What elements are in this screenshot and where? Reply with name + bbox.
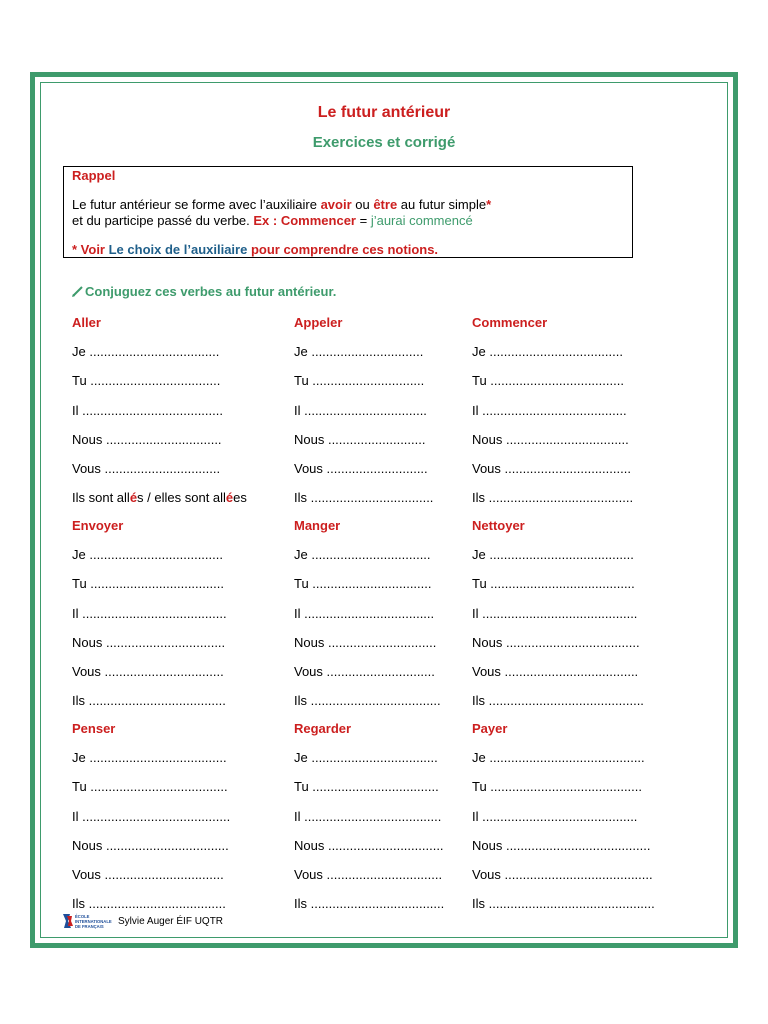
conjugation-line: Je .................................	[294, 547, 431, 563]
pencil-icon	[72, 285, 84, 297]
conjugation-line: Je .....................................	[72, 547, 223, 563]
conjugation-line: Nous .................................	[72, 634, 226, 650]
keyword-avoir: avoir	[320, 197, 352, 212]
conjugation-line: Il .......................................	[72, 402, 223, 418]
conjugation-text: es	[233, 490, 247, 506]
verb-heading: Regarder	[294, 721, 352, 736]
keyword-etre: être	[373, 197, 398, 212]
verb-heading: Nettoyer	[472, 518, 525, 533]
example-answer: j’aurai commencé	[370, 213, 473, 228]
conjugation-line: Tu .....................................	[472, 373, 624, 389]
conjugation-line: Nous ..................................	[72, 837, 229, 853]
footer	[62, 910, 223, 932]
rappel-text: ou	[351, 197, 374, 212]
instruction-text: Conjuguez ces verbes au futur antérieur.	[85, 284, 337, 299]
conjugation-text: Ils sont all	[72, 490, 130, 506]
conjugation-line: Il ..................................	[294, 402, 427, 418]
conjugation-line: Je ....................................	[72, 344, 220, 360]
verb-heading: Appeler	[294, 315, 343, 330]
conjugation-line: Ils ..............................................	[472, 896, 655, 912]
conjugation-line: Vous ..............................	[294, 664, 435, 679]
rappel-text: =	[355, 213, 371, 228]
conjugation-line: Il ...........................................	[472, 808, 638, 824]
conjugation-line: Ils ..................................	[294, 490, 434, 506]
conjugation-line: Tu ..........................................	[472, 779, 642, 795]
rappel-text: et du participe passé du verbe.	[72, 213, 254, 228]
conjugation-line: Ils ......................................	[72, 896, 226, 912]
conjugation-line: Nous ..............................	[294, 634, 437, 650]
conjugation-line: Tu ....................................	[72, 373, 221, 389]
conjugation-line: Il ....................................	[294, 605, 435, 621]
conjugation-line: Vous ............................	[294, 461, 428, 476]
conjugation-line: Il ........................................	[472, 402, 627, 418]
rappel-line-3	[72, 242, 624, 258]
rappel-box	[63, 166, 633, 258]
auxiliaire-link[interactable]: Le choix de l’auxiliaire	[108, 242, 248, 257]
rappel-heading: Rappel	[72, 168, 116, 183]
conjugation-line: Je ........................................	[472, 547, 634, 563]
conjugation-line: Nous ..................................	[472, 431, 629, 447]
conjugation-line: Je ...........................................	[472, 750, 645, 766]
rappel-line-2	[72, 213, 624, 229]
footer-author: Sylvie Auger ÉIF UQTR	[118, 915, 224, 927]
conjugation-line: Ils ...........................................	[472, 693, 644, 709]
rappel-text: au futur simple	[397, 197, 487, 212]
conjugation-line: Tu ...................................	[294, 779, 439, 795]
conjugation-line: Tu ........................................	[472, 576, 635, 592]
conjugation-line: Nous ........................................	[472, 837, 651, 853]
logo-text: INTERNATIONALE	[75, 919, 112, 924]
conjugation-line: Je ...................................	[294, 750, 438, 766]
verb-heading: Envoyer	[72, 518, 124, 533]
conjugation-line: Vous ................................	[294, 867, 443, 882]
conjugation-line: Tu .....................................	[72, 576, 224, 592]
conjugation-line: Tu ...............................	[294, 373, 425, 389]
conjugation-line: Nous .....................................	[472, 634, 640, 650]
asterisk: *	[486, 197, 492, 212]
conjugation-line: Nous ................................	[294, 837, 444, 853]
conjugation-text: s / elles sont all	[137, 490, 226, 506]
agreement-ending: é	[225, 490, 234, 506]
conjugation-line: Nous ................................	[72, 431, 222, 447]
conjugation-line: Vous .....................................	[472, 664, 639, 679]
conjugation-line: Ils ......................................	[72, 693, 226, 709]
conjugation-line: Tu ......................................	[72, 779, 228, 795]
logo-text: DE FRANÇAIS	[75, 924, 104, 929]
conjugation-line: Vous ...................................	[472, 461, 631, 476]
conjugation-line: Il ......................................	[294, 808, 442, 824]
conjugation-line: Ils ....................................	[294, 693, 441, 709]
conjugation-line: Tu .................................	[294, 576, 432, 592]
conjugation-line	[72, 490, 247, 505]
eif-logo	[62, 912, 114, 930]
conjugation-line: Ils ........................................	[472, 490, 634, 506]
conjugation-line: Ils .....................................	[294, 896, 445, 912]
conjugation-line: Nous ...........................	[294, 431, 426, 447]
verb-heading: Payer	[472, 721, 508, 736]
rappel-note: pour comprendre ces notions.	[247, 242, 439, 257]
conjugation-line: Il ........................................	[72, 605, 227, 621]
logo-text: ÉCOLE	[75, 914, 90, 919]
instruction	[72, 284, 336, 299]
conjugation-line: Je ......................................	[72, 750, 227, 766]
verb-heading: Aller	[72, 315, 101, 330]
conjugation-line: Il ...........................................	[472, 605, 638, 621]
conjugation-line: Vous .........................................	[472, 867, 653, 882]
conjugation-line: Vous ................................	[72, 461, 221, 476]
conjugation-line: Je ...............................	[294, 344, 424, 360]
rappel-text: Le futur antérieur se forme avec l’auxiliaire	[72, 197, 321, 212]
rappel-line-1	[72, 197, 624, 213]
page-subtitle: Exercices et corrigé	[312, 134, 456, 151]
conjugation-line: Vous .................................	[72, 867, 224, 882]
conjugation-line: Il .........................................	[72, 808, 231, 824]
conjugation-line: Vous .................................	[72, 664, 224, 679]
verb-heading: Penser	[72, 721, 116, 736]
agreement-ending: é	[129, 490, 138, 506]
verb-heading: Manger	[294, 518, 341, 533]
rappel-note: * Voir	[72, 242, 109, 257]
verb-heading: Commencer	[472, 315, 548, 330]
example-label: Ex : Commencer	[253, 213, 356, 228]
conjugation-line: Je .....................................	[472, 344, 623, 360]
page-title: Le futur antérieur	[317, 104, 451, 121]
